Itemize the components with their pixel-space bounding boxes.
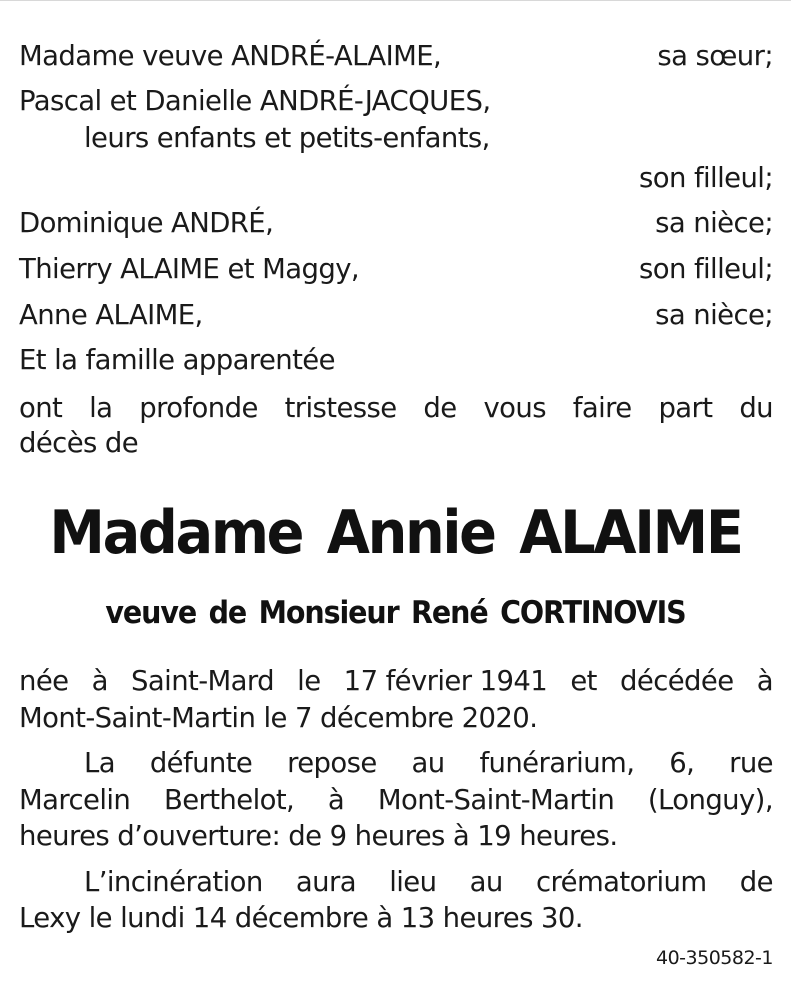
funerarium-line-2 xyxy=(19,784,773,816)
word: et xyxy=(570,665,597,697)
family-name: Anne ALAIME, xyxy=(19,299,203,331)
word: Berthelot, xyxy=(163,784,295,816)
family-name: Pascal et Danielle ANDRÉ-JACQUES, xyxy=(19,85,491,117)
word: L’incinération xyxy=(84,866,263,898)
word: 17 février 1941 xyxy=(343,665,548,697)
funerarium-line-3: heures d’ouverture: de 9 heures à 19 heures. xyxy=(19,820,618,852)
family-relation: sa nièce; xyxy=(655,299,773,331)
word: profonde xyxy=(139,392,258,424)
word: à xyxy=(327,784,345,816)
family-relation: son filleul; xyxy=(639,162,773,194)
reference-number: 40-350582-1 xyxy=(655,947,773,969)
word: lieu xyxy=(389,866,437,898)
word: décédée xyxy=(620,665,734,697)
word: aura xyxy=(295,866,356,898)
intro-line-2: décès de xyxy=(19,427,139,459)
word: ont xyxy=(19,392,63,424)
family-relation: son filleul; xyxy=(639,253,773,285)
word: Saint-Mard xyxy=(131,665,274,697)
word: faire xyxy=(572,392,632,424)
birth-line-1 xyxy=(19,665,773,697)
family-related: Et la famille apparentée xyxy=(19,344,335,376)
family-relation: sa nièce; xyxy=(655,207,773,239)
deceased-widow-of: veuve de Monsieur René CORTINOVIS xyxy=(105,595,686,631)
word: vous xyxy=(483,392,546,424)
word: crématorium xyxy=(536,866,707,898)
deceased-name: Madame Annie ALAIME xyxy=(49,498,742,568)
word: (Longuy), xyxy=(647,784,773,816)
word: à xyxy=(91,665,108,697)
word: de xyxy=(423,392,457,424)
incineration-line-2: Lexy le lundi 14 décembre à 13 heures 30. xyxy=(19,902,583,934)
word: défunte xyxy=(149,747,253,779)
funerarium-line-1 xyxy=(84,747,773,779)
family-name: Madame veuve ANDRÉ-ALAIME, xyxy=(19,40,442,72)
intro-line-1 xyxy=(19,392,773,424)
family-name: Thierry ALAIME et Maggy, xyxy=(19,253,360,285)
word: née xyxy=(19,665,69,697)
word: repose xyxy=(287,747,377,779)
word: Mont-Saint-Martin xyxy=(377,784,615,816)
word: de xyxy=(739,866,773,898)
word: du xyxy=(739,392,773,424)
word: La xyxy=(84,747,115,779)
word: à xyxy=(756,665,773,697)
birth-line-2: Mont-Saint-Martin le 7 décembre 2020. xyxy=(19,702,538,734)
word: rue xyxy=(729,747,773,779)
family-relation: sa sœur; xyxy=(657,40,773,72)
word: 6, xyxy=(669,747,695,779)
word: Marcelin xyxy=(19,784,131,816)
family-subline: leurs enfants et petits-enfants, xyxy=(84,122,490,154)
word: la xyxy=(89,392,113,424)
family-name: Dominique ANDRÉ, xyxy=(19,207,274,239)
word: au xyxy=(411,747,445,779)
incineration-line-1 xyxy=(84,866,773,898)
word: le xyxy=(297,665,321,697)
word: part xyxy=(658,392,713,424)
word: au xyxy=(469,866,503,898)
word: funérarium, xyxy=(479,747,635,779)
word: tristesse xyxy=(284,392,397,424)
